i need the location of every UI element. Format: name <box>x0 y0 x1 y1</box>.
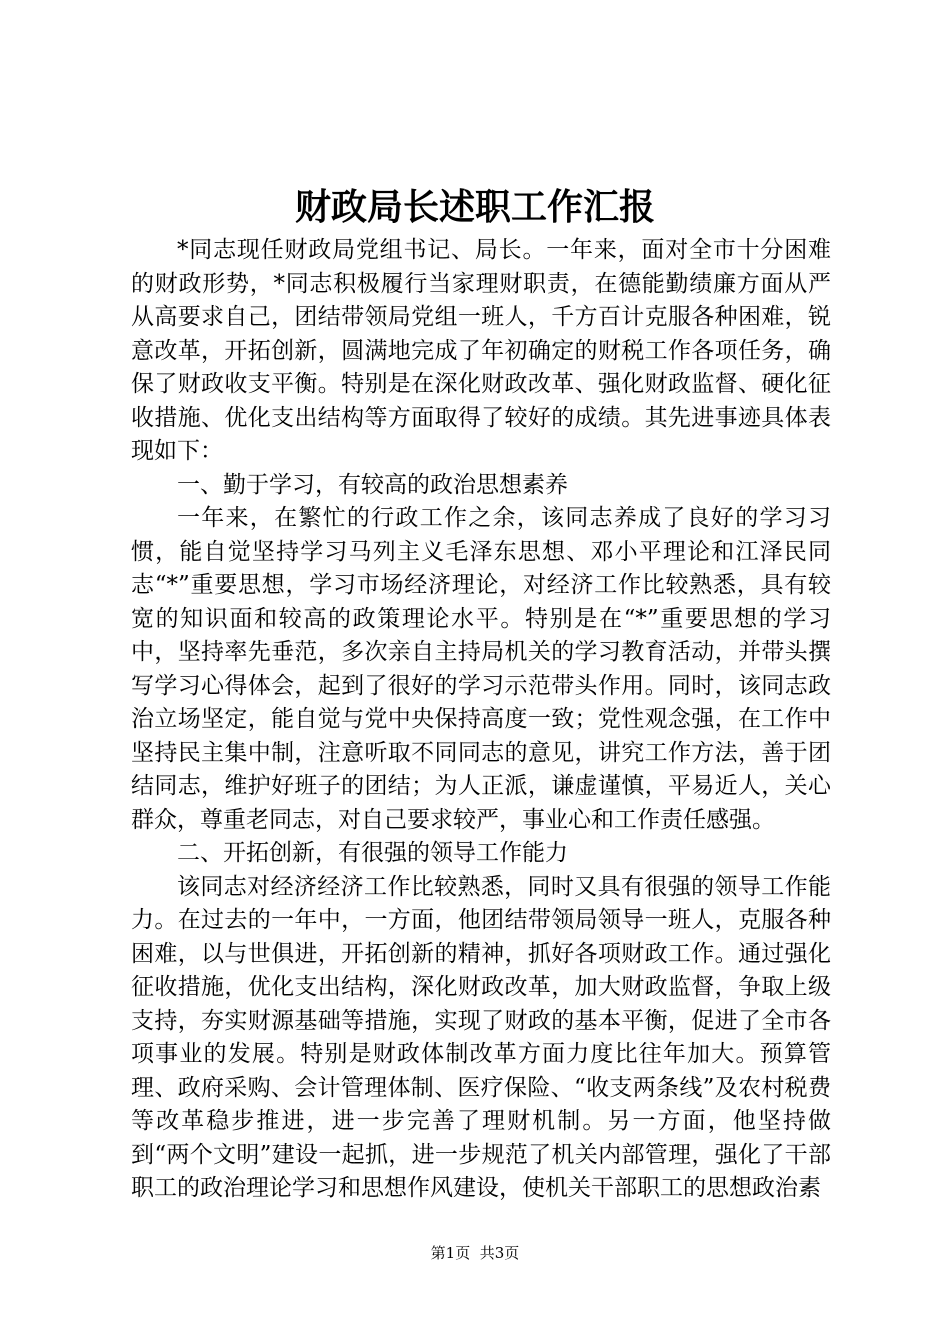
intro-paragraph: *同志现任财政局党组书记、局长。一年来，面对全市十分困难的财政形势，*同志积极履行当家理财职责，在德能勤绩廉方面从严从高要求自己，团结带领局党组一班人，千方百计克服各种困难，锐意改革，开拓创新，圆满地完成了年初确定的财税工作各项任务，确保了财政收支平衡。特别是在深化财政改革、强化财政监督、硬化征收措施、优化支出结构等方面取得了较好的成绩。其先进事迹具体表现如下： <box>131 237 831 464</box>
section-heading-2: 二、开拓创新，有很强的领导工作能力 <box>177 840 568 866</box>
page-total: 共3页 <box>479 1244 520 1262</box>
page-footer <box>0 1242 950 1263</box>
document-body <box>131 234 831 1206</box>
page-number: 第1页 <box>430 1244 471 1262</box>
document-title: 财政局长述职工作汇报 <box>294 186 655 228</box>
section-heading-1: 一、勤于学习，有较高的政治思想素养 <box>177 471 568 498</box>
section-1-paragraph: 一年来，在繁忙的行政工作之余，该同志养成了良好的学习习惯，能自觉坚持学习马列主义毛泽东思想、邓小平理论和江泽民同志“*”重要思想，学习市场经济理论，对经济工作比较熟悉，具有较宽的知识面和较高的政策理论水平。特别是在“*”重要思想的学习中，坚持率先垂范，多次亲自主持局机关的学习教育活动，并带头撰写学习心得体会，起到了很好的学习示范带头作用。同时，该同志政治立场坚定，能自觉与党中央保持高度一致；党性观念强，在工作中坚持民主集中制，注意听取不同同志的意见，讲究工作方法，善于团结同志，维护好班子的团结；为人正派，谦虚谨慎，平易近人，关心群众，尊重老同志，对自己要求较严，事业心和工作责任感强。 <box>131 505 831 833</box>
section-2-paragraph: 该同志对经济经济工作比较熟悉，同时又具有很强的领导工作能力。在过去的一年中，一方面，他团结带领局领导一班人，克服各种困难，以与世俱进，开拓创新的精神，抓好各项财政工作。通过强化征收措施，优化支出结构，深化财政改革，加大财政监督，争取上级支持，夯实财源基础等措施，实现了财政的基本平衡，促进了全市各项事业的发展。特别是财政体制改革方面力度比往年加大。预算管理、政府采购、会计管理体制、医疗保险、“收支两条线”及农村税费等改革稳步推进，进一步完善了理财机制。另一方面，他坚持做到“两个文明”建设一起抓，进一步规范了机关内部管理，强化了干部职工的政治理论学习和思想作风建设，使机关干部职工的思想政治素 <box>131 873 831 1201</box>
